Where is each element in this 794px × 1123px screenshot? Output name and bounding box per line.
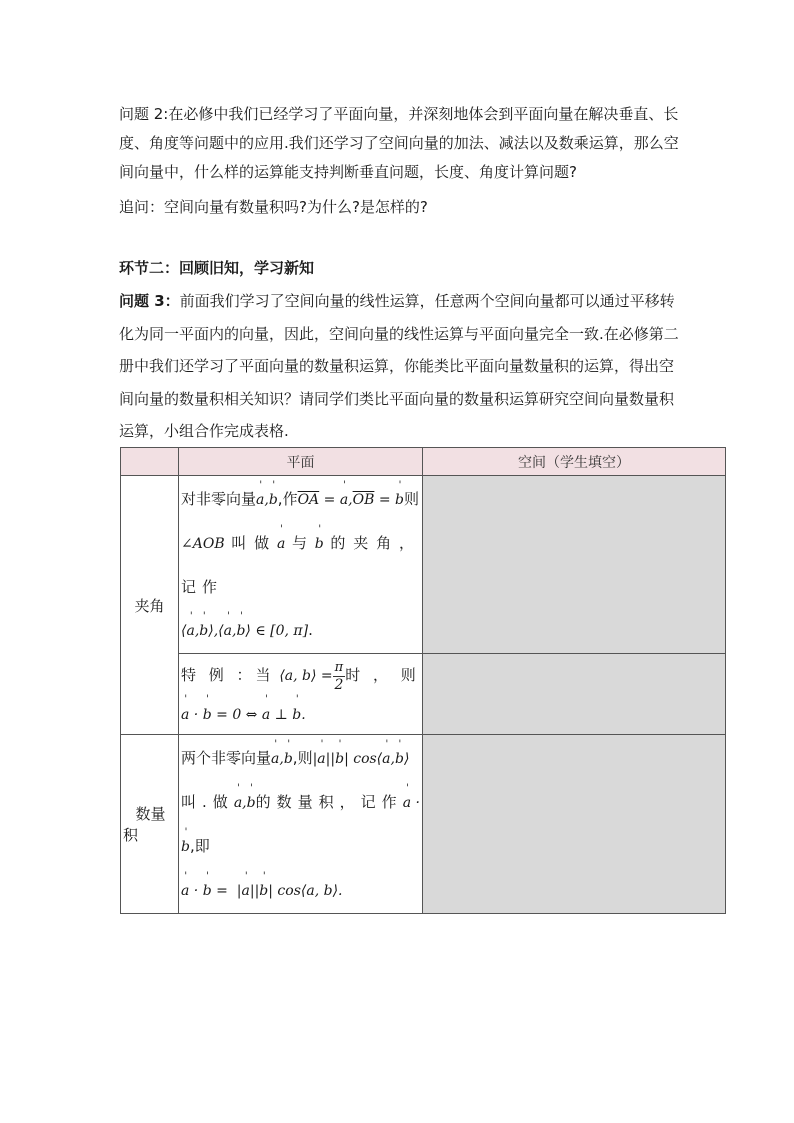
- special-text-1: 特 例 ：当: [181, 666, 275, 684]
- question-3-label: 问题 3：: [119, 292, 180, 310]
- special-space-blank: [423, 654, 726, 735]
- row-label-angle: 夹角: [121, 476, 179, 735]
- angle-def-text-4: 叫做: [231, 534, 277, 552]
- table-header-row: [121, 448, 726, 476]
- question-2-paragraph: 问题 2:在必修中我们已经学习了平面向量，并深刻地体会到平面向量在解决垂直、长度、角度等问题中的应用.我们还学习了空间向量的加法、减法以及数乘运算，那么空间向量中，什么样的运算能支持判断垂直问题，长度、角度计算问题?: [119, 105, 679, 181]
- question-3-text: 前面我们学习了空间向量的线性运算，任意两个空间向量都可以通过平移转化为同一平面内的向量，因此，空间向量的线性运算与平面向量完全一致.在必修第二册中我们还学习了平面向量的数量积运算，你能类比平面向量数量积的运算，得出空间向量的数量积相关知识？请同学们类比平面向量的数量积运算研究空间向量数量积运算，小组合作完成表格.: [119, 292, 679, 440]
- angle-def-text-5: 与: [291, 534, 315, 552]
- math-magnitude-product: |' a||' b| cos⟨' a,' b⟩: [313, 751, 410, 767]
- special-text-2: 时 ， 则: [345, 666, 420, 684]
- table-row-angle-def: [121, 476, 726, 654]
- comparison-table: [120, 447, 726, 914]
- angle-def-text-1: 对非零向量: [181, 490, 257, 508]
- angle-definition-cell: [179, 476, 423, 654]
- math-oa-ob: $\overline{OA}$ = ' $a,\overline{OB}$ = ' b: [298, 492, 404, 508]
- math-perpendicular: ' a · ' b = 0 ⇔ ' a ⊥ ' b.: [181, 707, 306, 723]
- math-angle-aob: ∠AOB: [181, 536, 225, 552]
- dot-product-definition-cell: [179, 735, 423, 914]
- angle-def-text-2: ,作: [277, 490, 298, 508]
- angle-space-blank: [423, 476, 726, 654]
- angle-def-text-7: .: [308, 621, 313, 639]
- dot-def-text-5: ,即: [189, 837, 210, 855]
- dot-def-text-4: 的数量积，记作: [255, 793, 403, 811]
- math-vectors-ab-2: ' a,' b: [271, 751, 293, 767]
- math-vector-a: ' a: [277, 523, 285, 566]
- math-vector-b: ' b: [315, 523, 324, 566]
- dot-def-text-3: 叫.做: [181, 793, 234, 811]
- question-3-paragraph: [119, 285, 679, 448]
- math-a-dot-b: ' a · ' b: [181, 795, 420, 855]
- header-space: 空间（学生填空）: [423, 448, 726, 476]
- table-row-angle-special: [121, 654, 726, 735]
- row-label-dot-line1: 数量: [135, 805, 166, 823]
- table-row-dot-product: [121, 735, 726, 914]
- math-vectors-ab: ' a,' b: [256, 492, 278, 508]
- follow-up-question: 追问：空间向量有数量积吗?为什么?是怎样的?: [119, 198, 428, 216]
- dot-def-text-2: ,则: [292, 749, 313, 767]
- math-angle-notation: ⟨' a,' b⟩,⟨' a,' b⟩ ∈ [0, π]: [181, 623, 308, 639]
- row-label-dot-line2: 积: [123, 826, 139, 844]
- math-dot-product-formula: ' a · ' b = |' a||' b| cos⟨a, b⟩.: [181, 883, 343, 899]
- math-vectors-ab-3: ' a,' b: [234, 795, 256, 811]
- angle-def-text-6: 的夹角，记作: [181, 534, 420, 596]
- header-blank-cell: [121, 448, 179, 476]
- math-right-angle: ⟨a, b⟩ = $\frac{\pi}{2}$: [279, 659, 344, 693]
- row-label-dot-product: [121, 735, 179, 914]
- angle-def-text-3: 则: [404, 490, 420, 508]
- header-plane: 平面: [179, 448, 423, 476]
- dot-def-text-1: 两个非零向量: [181, 749, 272, 767]
- dot-product-space-blank: [423, 735, 726, 914]
- section-2-heading: 环节二：回顾旧知，学习新知: [119, 259, 315, 277]
